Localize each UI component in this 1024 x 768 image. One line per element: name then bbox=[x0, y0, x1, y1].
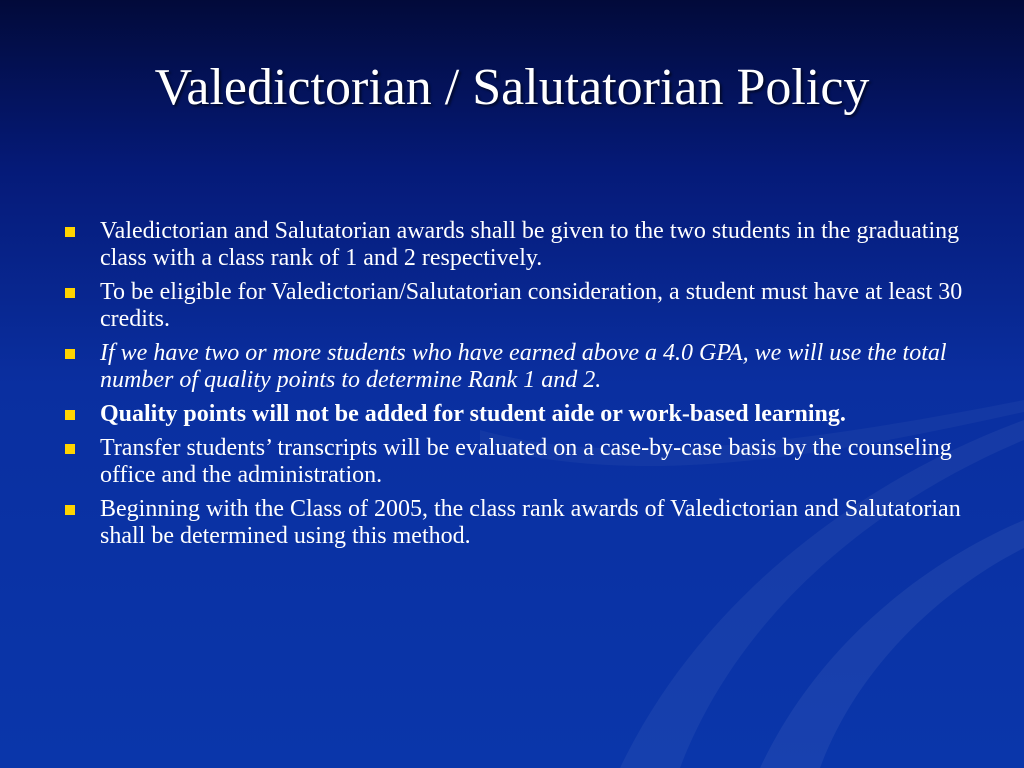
square-bullet-icon bbox=[65, 227, 75, 237]
bullet-text: Valedictorian and Salutatorian awards shall be given to the two students in the graduating class with a class rank of 1 and 2 respectively. bbox=[100, 218, 960, 271]
bullet-item bbox=[62, 340, 967, 394]
square-bullet-icon bbox=[65, 410, 75, 420]
square-bullet-icon bbox=[65, 444, 75, 454]
bullet-item bbox=[62, 279, 967, 333]
bullet-text: Transfer students’ transcripts will be evaluated on a case-by-case basis by the counseling office and the administration. bbox=[100, 435, 952, 488]
bullet-item bbox=[62, 218, 967, 272]
square-bullet-icon bbox=[65, 505, 75, 515]
bullet-item bbox=[62, 435, 967, 489]
bullet-text: If we have two or more students who have earned above a 4.0 GPA, we will use the total number of quality points to determine Rank 1 and 2. bbox=[100, 340, 947, 393]
slide-title: Valedictorian / Salutatorian Policy bbox=[154, 59, 870, 116]
bullet-item bbox=[62, 496, 967, 550]
bullet-text: Beginning with the Class of 2005, the class rank awards of Valedictorian and Salutatorian shall be determined using this method. bbox=[100, 496, 961, 549]
bullet-list bbox=[62, 218, 967, 557]
bullet-text: To be eligible for Valedictorian/Salutatorian consideration, a student must have at least 30 credits. bbox=[100, 279, 963, 332]
bullet-item bbox=[62, 401, 967, 428]
square-bullet-icon bbox=[65, 288, 75, 298]
square-bullet-icon bbox=[65, 349, 75, 359]
bullet-text: Quality points will not be added for student aide or work-based learning. bbox=[100, 401, 846, 427]
